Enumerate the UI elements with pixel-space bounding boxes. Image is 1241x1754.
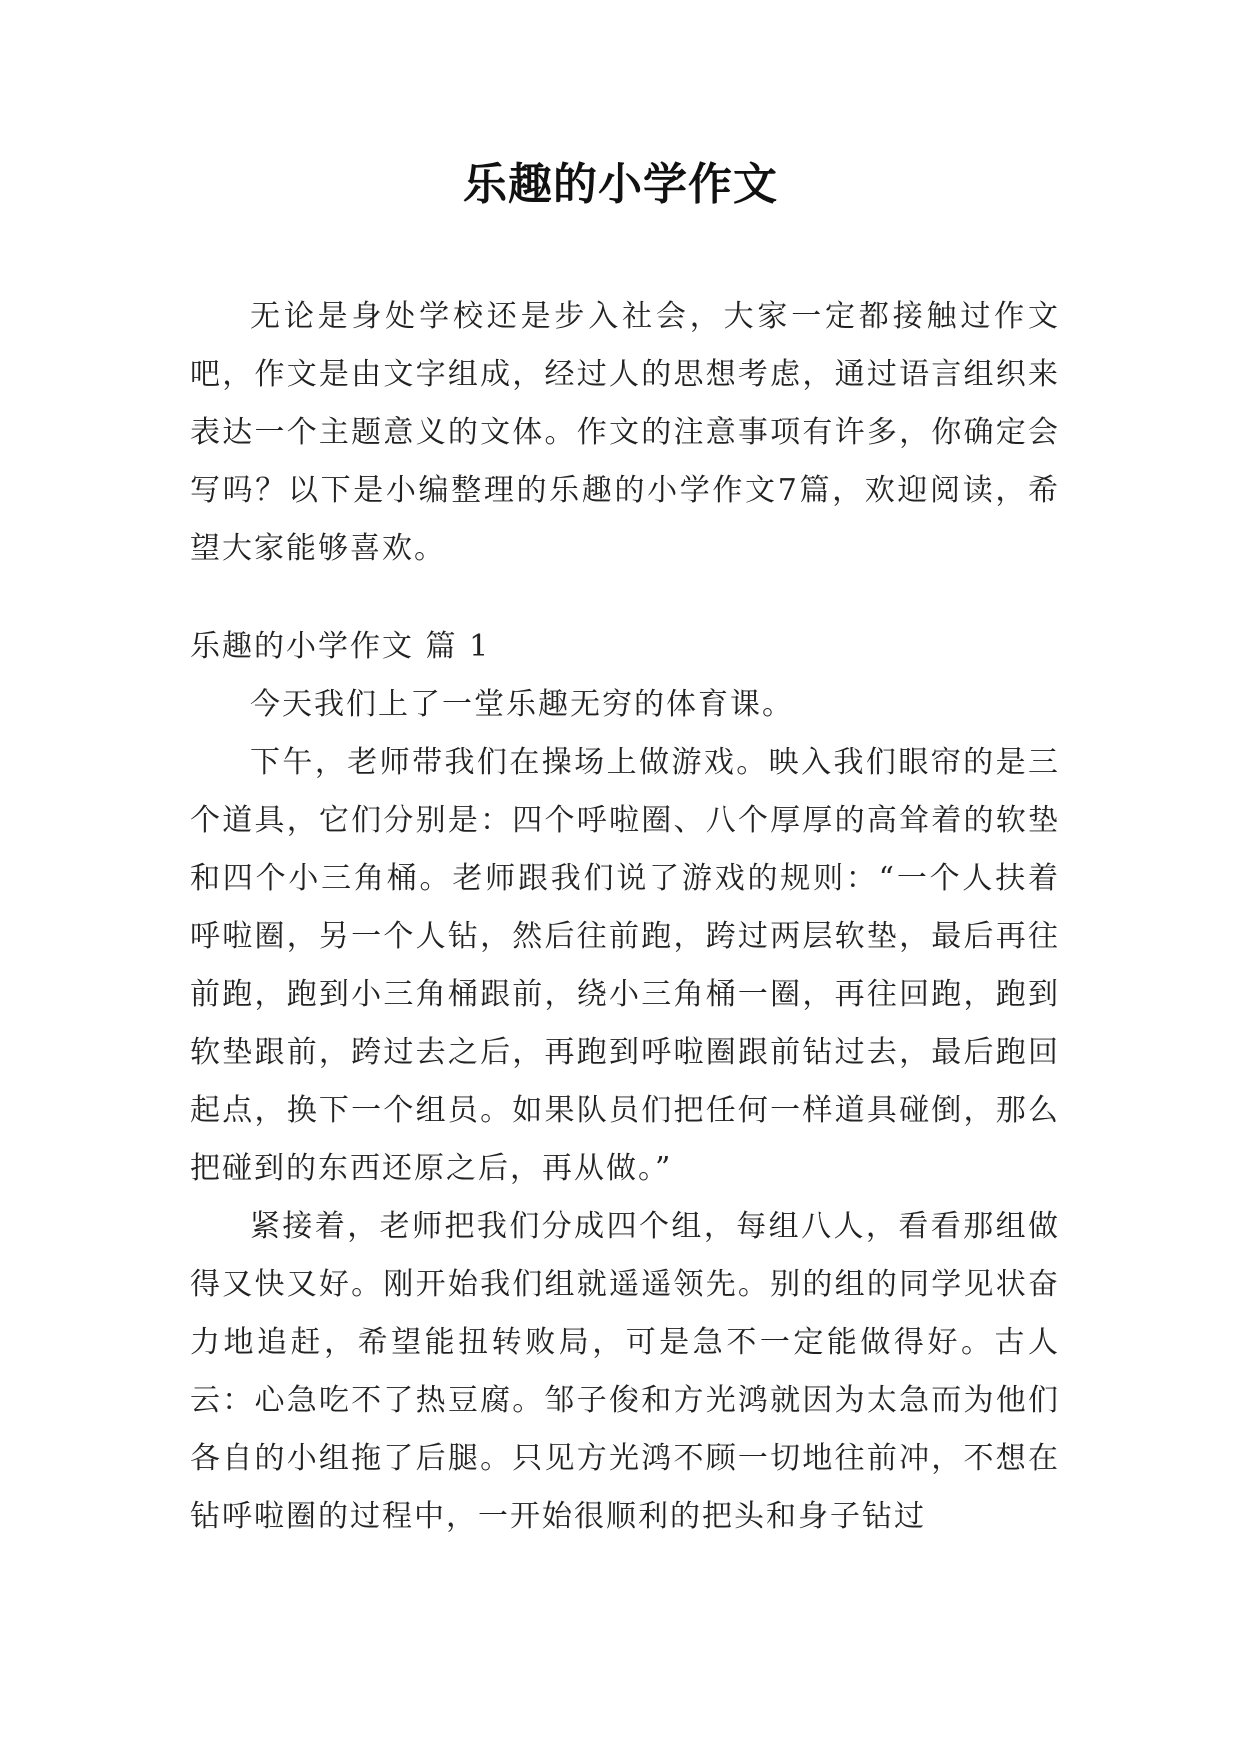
body-paragraph: 下午，老师带我们在操场上做游戏。映入我们眼帘的是三个道具，它们分别是：四个呼啦圈、八个厚厚的高耸着的软垫和四个小三角桶。老师跟我们说了游戏的规则：“一个人扶着呼啦圈，另一个人钻，然后往前跑，跨过两层软垫，最后再往前跑，跑到小三角桶跟前，绕小三角桶一圈，再往回跑，跑到软垫跟前，跨过去之后，再跑到呼啦圈跟前钻过去，最后跑回起点，换下一个组员。如果队员们把任何一样道具碰倒，那么把碰到的东西还原之后，再从做。” <box>190 745 1060 1186</box>
section-heading: 乐趣的小学作文 篇 1 <box>190 629 491 664</box>
document-title: 乐趣的小学作文 <box>463 159 778 210</box>
document-body <box>190 288 1060 1546</box>
intro-paragraph: 无论是身处学校还是步入社会，大家一定都接触过作文吧，作文是由文字组成，经过人的思想考虑，通过语言组织来表达一个主题意义的文体。作文的注意事项有许多，你确定会写吗？以下是小编整理的乐趣的小学作文7篇，欢迎阅读，希望大家能够喜欢。 <box>190 299 1060 566</box>
body-paragraph: 今天我们上了一堂乐趣无穷的体育课。 <box>250 687 794 722</box>
section-gap <box>190 578 1060 618</box>
body-paragraph: 紧接着，老师把我们分成四个组，每组八人，看看那组做得又快又好。刚开始我们组就遥遥领先。别的组的同学见状奋力地追赶，希望能扭转败局，可是急不一定能做得好。古人云：心急吃不了热豆腐。邹子俊和方光鸿就因为太急而为他们各自的小组拖了后腿。只见方光鸿不顾一切地往前冲，不想在钻呼啦圈的过程中，一开始很顺利的把头和身子钻过 <box>190 1209 1060 1534</box>
